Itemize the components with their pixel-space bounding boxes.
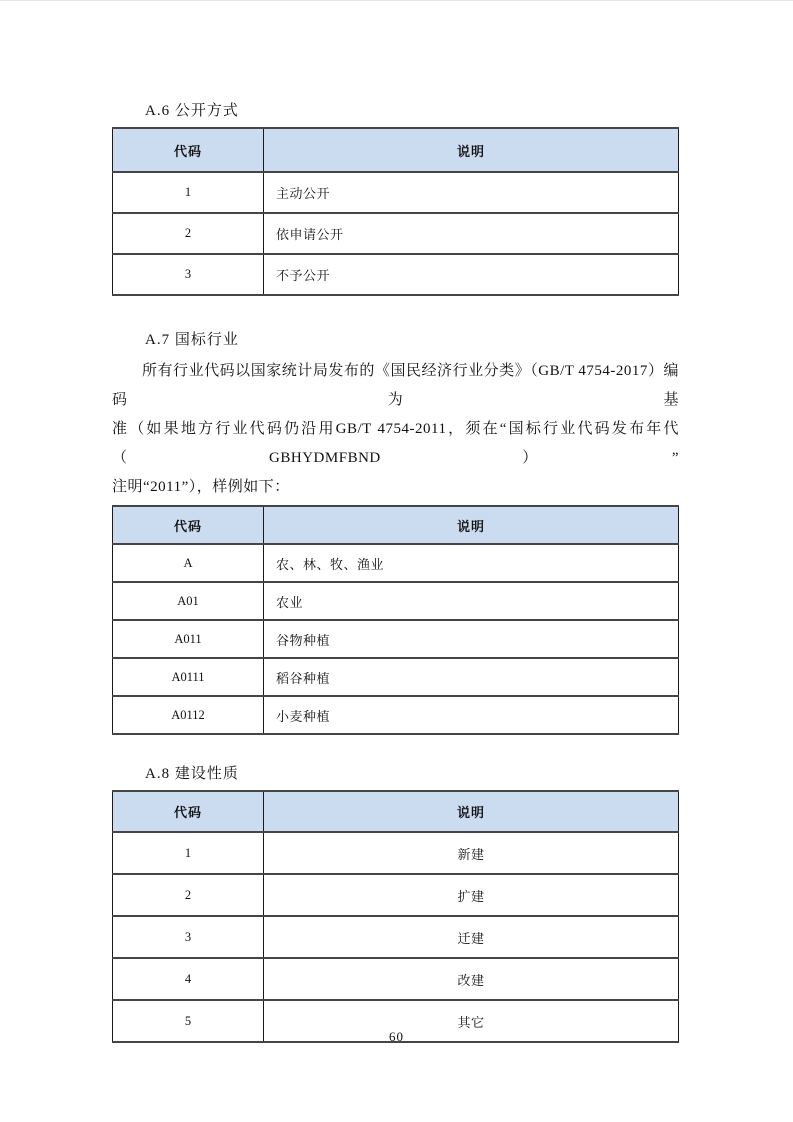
code-cell: 2 (113, 874, 264, 916)
code-cell: A01 (113, 582, 264, 620)
table-header-row (113, 128, 679, 172)
desc-cell: 农业 (264, 582, 679, 620)
page-content (112, 1, 679, 1043)
header-cell-code: 代码 (113, 128, 264, 172)
desc-cell: 主动公开 (264, 172, 679, 213)
code-cell: 1 (113, 172, 264, 213)
table-row (113, 582, 679, 620)
table-header-row (113, 506, 679, 544)
desc-cell: 新建 (264, 832, 679, 874)
desc-cell: 其它 (264, 1000, 679, 1042)
table-row (113, 658, 679, 696)
code-cell: 1 (113, 832, 264, 874)
code-cell: A0111 (113, 658, 264, 696)
code-cell: A0112 (113, 696, 264, 734)
desc-cell: 谷物种植 (264, 620, 679, 658)
code-cell: 2 (113, 213, 264, 254)
code-cell: 5 (113, 1000, 264, 1042)
code-cell: 4 (113, 958, 264, 1000)
desc-cell: 稻谷种植 (264, 658, 679, 696)
a6-code-table (112, 127, 679, 296)
section-heading-a8: A.8 建设性质 (145, 766, 239, 782)
paragraph-line: 所有行业代码以国家统计局发布的《国民经济行业分类》（GB/T 4754-2017）编码为基 (112, 363, 679, 408)
code-cell: A (113, 544, 264, 582)
page-number: 60 (389, 1029, 404, 1044)
section-heading-a6: A.6 公开方式 (145, 103, 239, 119)
header-cell-desc: 说明 (264, 506, 679, 544)
code-cell: 3 (113, 916, 264, 958)
table-row (113, 620, 679, 658)
paragraph-line: 准（如果地方行业代码仍沿用GB/T 4754-2011，须在“国标行业代码发布年代（GBHYDMFBND）” (112, 421, 679, 466)
table-row (113, 696, 679, 734)
table-row (113, 254, 679, 295)
code-cell: 3 (113, 254, 264, 295)
desc-cell: 扩建 (264, 874, 679, 916)
table-row (113, 958, 679, 1000)
a7-paragraph (112, 357, 679, 502)
desc-cell: 改建 (264, 958, 679, 1000)
desc-cell: 迁建 (264, 916, 679, 958)
a8-code-table (112, 790, 679, 1043)
table-row (113, 916, 679, 958)
table-row (113, 172, 679, 213)
table-row (113, 544, 679, 582)
desc-cell: 小麦种植 (264, 696, 679, 734)
code-cell: A011 (113, 620, 264, 658)
table-row (113, 213, 679, 254)
table-row (113, 874, 679, 916)
document-page (0, 1, 793, 1122)
desc-cell: 依申请公开 (264, 213, 679, 254)
header-cell-code: 代码 (113, 791, 264, 832)
a7-code-table (112, 505, 679, 735)
paragraph-line: 注明“2011”），样例如下： (112, 479, 290, 495)
table-header-row (113, 791, 679, 832)
desc-cell: 不予公开 (264, 254, 679, 295)
header-cell-code: 代码 (113, 506, 264, 544)
header-cell-desc: 说明 (264, 128, 679, 172)
desc-cell: 农、林、牧、渔业 (264, 544, 679, 582)
table-row (113, 832, 679, 874)
header-cell-desc: 说明 (264, 791, 679, 832)
section-heading-a7: A.7 国标行业 (145, 332, 239, 348)
